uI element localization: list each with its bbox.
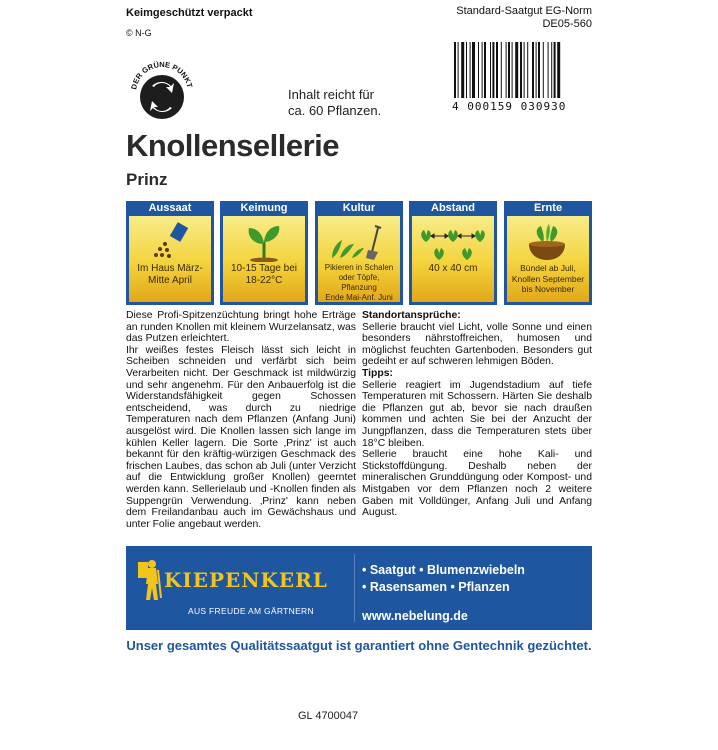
product-range-line-1: • Saatgut • Blumenzwiebeln — [362, 563, 525, 577]
box-text-1: 40 x 40 cm — [428, 263, 478, 274]
box-text-3: Ende Mai-Anf. Juni — [325, 293, 393, 302]
box-spacing — [409, 201, 497, 305]
description-column — [126, 310, 356, 530]
seedling-icon — [223, 222, 305, 262]
barcode-number: 4 000159 030930 — [452, 100, 567, 113]
location-heading: Standortansprüche: — [362, 310, 461, 321]
advice-column — [362, 310, 592, 519]
brand-name: KIEPENKERL — [164, 568, 328, 592]
content-line-2: ca. 60 Pflanzen. — [288, 103, 382, 118]
brand-banner — [126, 546, 592, 630]
seed-packet-icon — [129, 222, 211, 262]
box-text-1: Pikieren in Schalen — [324, 263, 394, 272]
product-variety: Prinz — [126, 170, 168, 189]
box-sowing — [126, 201, 214, 305]
copyright-note: © N-G — [126, 28, 152, 38]
content-amount — [288, 87, 381, 119]
footer-code: GL 4700047 — [298, 710, 359, 722]
norm-line-1: Standard-Saatgut EG-Norm — [456, 5, 592, 17]
harvest-bowl-icon — [507, 222, 589, 262]
box-harvest — [504, 201, 592, 305]
barcode-bars — [452, 42, 592, 98]
box-label: Aussaat — [148, 202, 192, 214]
box-text-2: Mitte April — [148, 275, 192, 286]
tips-paragraph-1: Sellerie reagiert im Jugendstadium auf tiefe Temperaturen mit Schossern. Härten Sie deshalb die Pflanzen gut ab, bevor sie nach draußen kommen und achten Sie bei der Anzucht der Jungpflanzen, dass die Temperaturen stets über 18°C bleiben. — [362, 379, 592, 449]
content-line-1: Inhalt reicht für — [288, 87, 374, 102]
packaging-note: Keimgeschützt verpackt — [126, 7, 253, 19]
green-dot-logo — [126, 57, 198, 129]
box-text-1: 10-15 Tage bei — [231, 263, 297, 274]
norm-line-2: DE05-560 — [542, 18, 592, 30]
tips-heading: Tipps: — [362, 367, 393, 379]
box-germination — [220, 201, 308, 305]
spade-plants-icon — [318, 222, 400, 262]
brand-url: www.nebelung.de — [362, 609, 468, 623]
gmo-free-guarantee: Unser gesamtes Qualitätssaatgut ist garantiert ohne Gentechnik gezüchtet. — [126, 638, 592, 653]
banner-divider — [354, 554, 355, 622]
product-range — [362, 562, 525, 596]
box-label: Keimung — [240, 202, 288, 214]
box-text-1: Im Haus März- — [137, 263, 203, 274]
kiepenkerl-figure-icon — [136, 558, 162, 602]
box-label: Abstand — [431, 202, 475, 214]
box-text-2: Knollen September — [511, 273, 585, 284]
product-range-line-2: • Rasensamen • Pflanzen — [362, 580, 510, 594]
tips-paragraph-2: Sellerie braucht eine hohe Kali- und Stickstoffdüngung. Deshalb neben der mineralischen Grunddüngung oder Kompost- und Mistgaben vor dem Pflanzen noch 2 weitere Gaben mit Volldünger, Anfang Juli und Anfang August. — [362, 449, 592, 519]
brand-slogan: AUS FREUDE AM GÄRTNERN — [188, 606, 314, 616]
norm-info — [392, 5, 592, 31]
barcode — [452, 42, 592, 114]
box-text-2: 18-22°C — [245, 275, 283, 286]
box-text-2: oder Töpfe, Pflanzung — [338, 273, 380, 292]
box-label: Ernte — [533, 202, 563, 214]
box-text-3: bis November — [521, 284, 575, 294]
description-paragraph-1: Diese Profi-Spitzenzüchtung bringt hohe Erträge an runden Knollen mit kleinem Wurzelansatz, was das Putzen erleichtert. — [126, 310, 356, 345]
spacing-arrows-icon — [412, 222, 494, 262]
description-paragraph-2: Ihr weißes festes Fleisch lässt sich leicht in Scheiben schneiden und verfärbt sich beim Verarbeiten nicht. Der Geschmack ist mildwürzig und sehr angenehm. Für den Anbauerfolg ist die Widerstandsfähigkeit gegen Schossen entscheidend, was durch zu niedrige Temperaturen nach dem Pflanzen (Anfang Juni) ausgelöst wird. Die Knollen lassen sich lange im kühlen Keller lagern. Die Sorte ‚Prinz' ist auch bekannt für den kräftig-würzigen Geschmack des frischen Laubes, das schon ab Juli (unter Verzicht auf die Entwicklung großer Knollen) geerntet werden kann. Sellerielaub und -Knollen finden als Suppengrün Verwendung. ‚Prinz' kann neben dem Freilandanbau auch im Gewächshaus und unter Folie angebaut werden. — [126, 344, 356, 530]
location-text: Sellerie braucht viel Licht, volle Sonne und einen besonders nährstoffreichen, humosen und möglichst feuchten Gartenboden. Besonders gut gedeiht er auf schweren lehmigen Böden. — [362, 321, 592, 368]
box-label: Kultur — [342, 202, 376, 214]
green-dot-recycle-icon — [126, 57, 198, 129]
box-text-1: Bündel ab Juli, — [520, 263, 576, 273]
growing-info-boxes — [126, 201, 592, 305]
green-dot-text: DER GRÜNE PUNKT — [129, 59, 195, 91]
box-cultivation — [315, 201, 403, 305]
product-title: Knollensellerie — [126, 128, 340, 163]
